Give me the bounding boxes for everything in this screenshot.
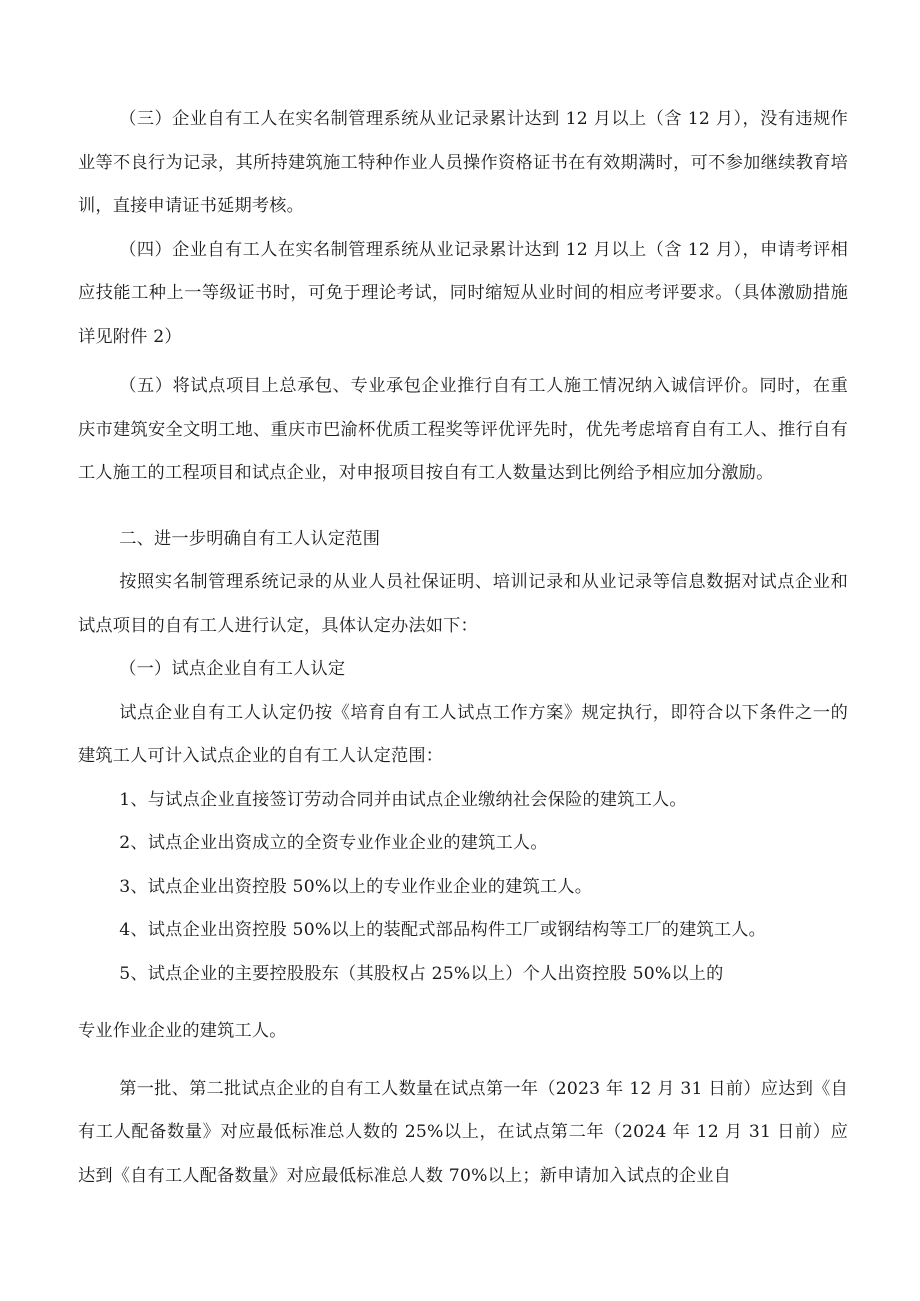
list-item-2: 2、试点企业出资成立的全资专业作业企业的建筑工人。 xyxy=(119,833,548,853)
paragraph-item-3: （三）企业自有工人在实名制管理系统从业记录累计达到 12 月以上（含 12 月），没有违规作业等不良行为记录，其所持建筑施工特种作业人员操作资格证书在有效期满时，可不参加继续教育培训，直接申请证书延期考核。 xyxy=(78,109,848,216)
subsection-intro: 试点企业自有工人认定仍按《培育自有工人试点工作方案》规定执行，即符合以下条件之一的建筑工人可计入试点企业的自有工人认定范围： xyxy=(78,702,848,766)
list-item-5: 5、试点企业的主要控股股东（其股权占 25%以上）个人出资控股 50%以上的 xyxy=(119,963,724,984)
document-body xyxy=(78,98,848,1198)
quota-paragraph: 第一批、第二批试点企业的自有工人数量在试点第一年（2023 年 12 月 31 日前）应达到《自有工人配备数量》对应最低标准总人数的 25%以上，在试点第二年（2024 年 12 月 31 日前）应达到《自有工人配备数量》对应最低标准总人数 70%以上；新申请加入试点的企业自 xyxy=(78,1078,848,1186)
subsection-heading-1: （一）试点企业自有工人认定 xyxy=(119,659,346,679)
list-item-1: 1、与试点企业直接签订劳动合同并由试点企业缴纳社会保险的建筑工人。 xyxy=(119,789,687,810)
section-heading-2: 二、进一步明确自有工人认定范围 xyxy=(119,528,381,549)
paragraph-item-5: （五）将试点项目上总承包、专业承包企业推行自有工人施工情况纳入诚信评价。同时，在重庆市建筑安全文明工地、重庆市巴渝杯优质工程奖等评优评先时，优先考虑培育自有工人、推行自有工人施工的工程项目和试点企业，对申报项目按自有工人数量达到比例给予相应加分激励。 xyxy=(78,376,848,483)
section-intro: 按照实名制管理系统记录的从业人员社保证明、培训记录和从业记录等信息数据对试点企业和试点项目的自有工人进行认定，具体认定办法如下： xyxy=(78,572,848,636)
paragraph-item-4: （四）企业自有工人在实名制管理系统从业记录累计达到 12 月以上（含 12 月），申请考评相应技能工种上一等级证书时，可免于理论考试，同时缩短从业时间的相应考评要求。（具体激励措施详见附件 2） xyxy=(78,239,848,347)
list-item-3: 3、试点企业出资控股 50%以上的专业作业企业的建筑工人。 xyxy=(119,876,593,897)
list-item-4: 4、试点企业出资控股 50%以上的装配式部品构件工厂或钢结构等工厂的建筑工人。 xyxy=(119,920,767,940)
list-item-5-continued: 专业作业企业的建筑工人。 xyxy=(78,1021,287,1041)
